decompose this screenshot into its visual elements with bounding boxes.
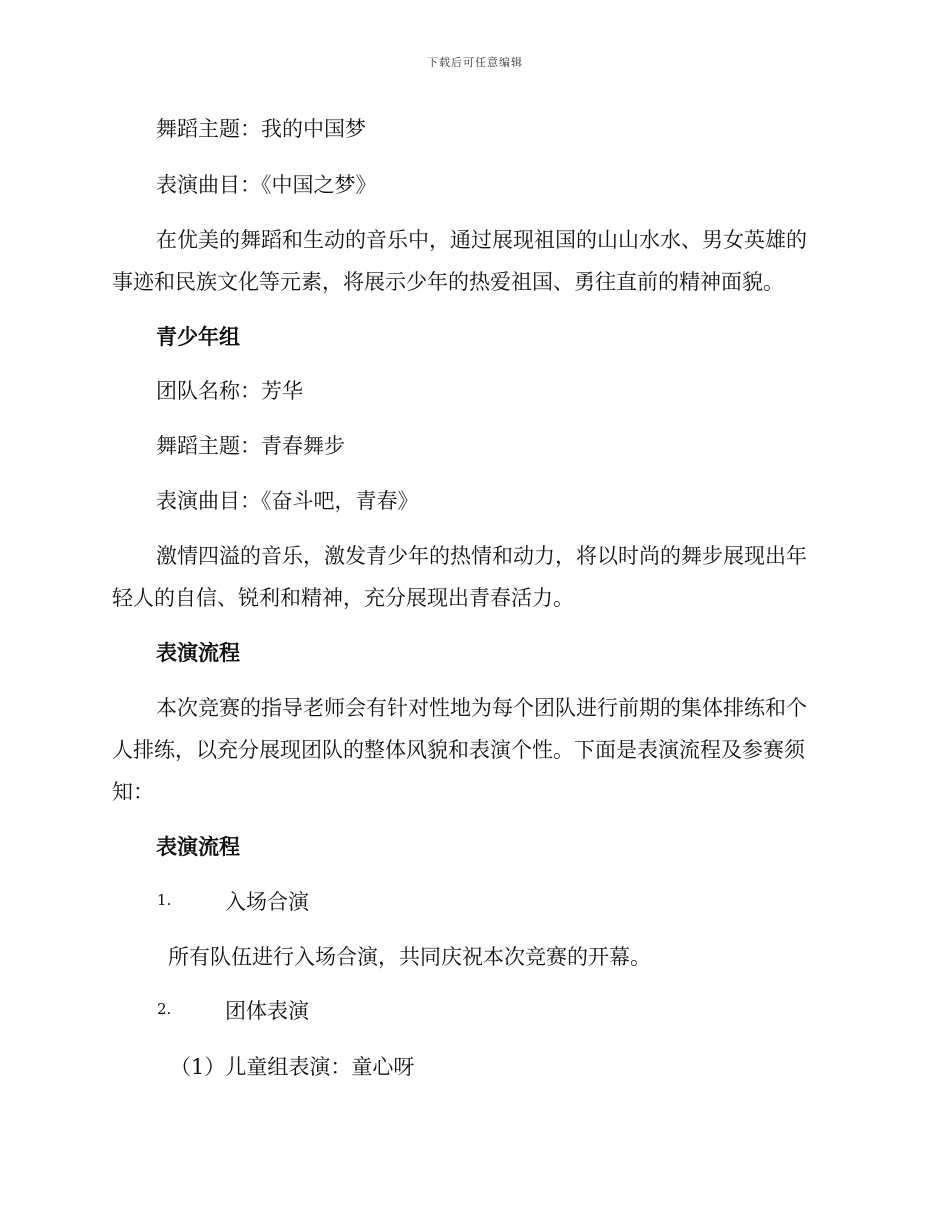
page-header-note: 下载后可任意编辑 [427, 56, 523, 69]
description-paragraph-line: 本次竞赛的指导老师会有针对性地为每个团队进行前期的集体排练和个 [156, 696, 807, 720]
dance-theme-line: 舞蹈主题：我的中国梦 [156, 117, 366, 141]
section-heading-youth-group: 青少年组 [156, 324, 240, 349]
section-heading-performance-flow: 表演流程 [156, 640, 240, 665]
description-paragraph-line: 在优美的舞蹈和生动的音乐中，通过展现祖国的山山水水、男女英雄的 [156, 228, 807, 252]
list-item-number: 2. [157, 1000, 172, 1018]
description-paragraph-line: 人排练，以充分展现团队的整体风貌和表演个性。下面是表演流程及参赛须 [112, 738, 805, 762]
description-paragraph-line: 激情四溢的音乐，激发青少年的热情和动力，将以时尚的舞步展现出年 [156, 544, 807, 568]
list-item-number: 1. [157, 891, 172, 909]
section-heading-performance-flow: 表演流程 [156, 834, 240, 859]
music-line: 表演曲目：《中国之梦》 [156, 173, 377, 197]
list-item-label: 入场合演 [225, 890, 309, 914]
music-line: 表演曲目：《奋斗吧，青春》 [156, 489, 419, 513]
description-paragraph-line: 知： [112, 780, 154, 804]
list-item-description: 所有队伍进行入场合演，共同庆祝本次竞赛的开幕。 [168, 945, 651, 969]
team-name-line: 团队名称：芳华 [156, 379, 303, 403]
description-paragraph-line: 事迹和民族文化等元素，将展示少年的热爱祖国、勇往直前的精神面貌。 [112, 270, 784, 294]
description-paragraph-line: 轻人的自信、锐利和精神，充分展现出青春活力。 [112, 586, 574, 610]
dance-theme-line: 舞蹈主题：青春舞步 [156, 434, 345, 458]
sub-list-item: （1）儿童组表演：童心呀 [170, 1055, 415, 1079]
list-item-label: 团体表演 [225, 999, 309, 1023]
